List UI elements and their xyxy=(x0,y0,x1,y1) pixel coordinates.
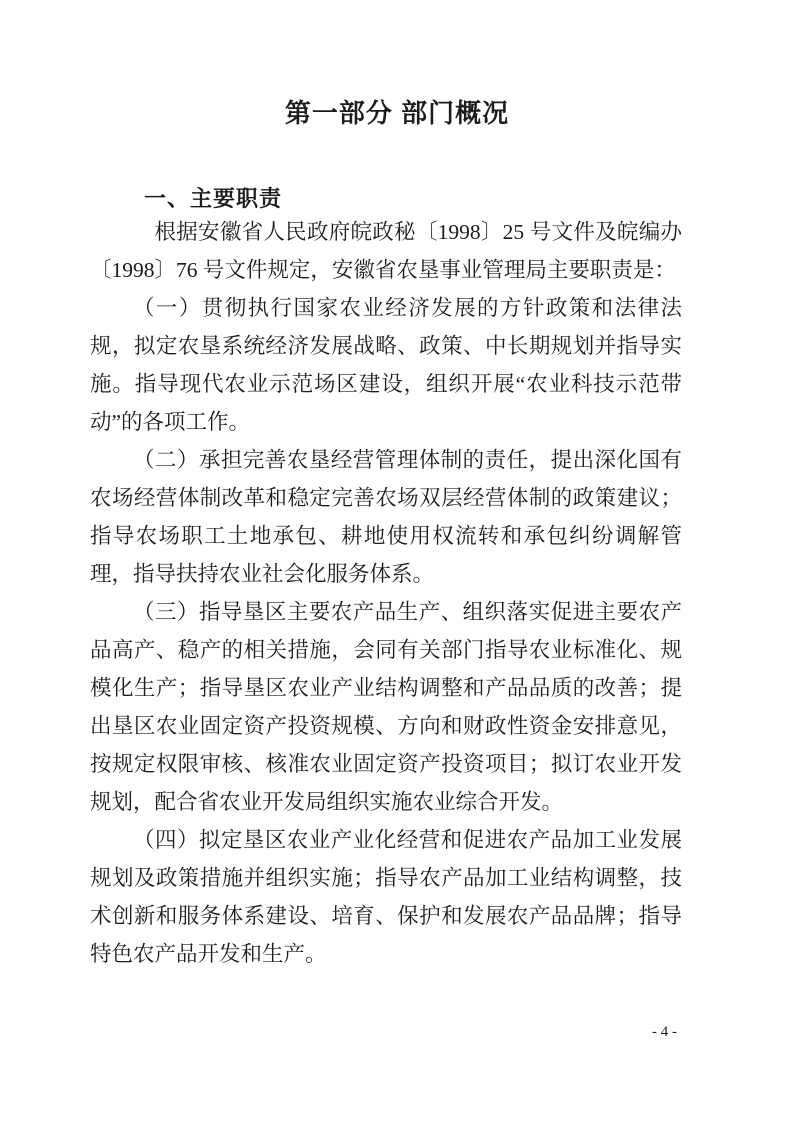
paragraph-duty-1: （一）贯彻执行国家农业经济发展的方针政策和法律法规，拟定农垦系统经济发展战略、政策、中长期规划并指导实施。指导现代农业示范场区建设，组织开展“农业科技示范带动”的各项工作。 xyxy=(90,296,682,434)
section-heading: 一、主要职责 xyxy=(144,186,283,211)
paragraph-duty-4: （四）拟定垦区农业产业化经营和促进农产品加工业发展规划及政策措施并组织实施；指导农产品加工业结构调整，技术创新和服务体系建设、培育、保护和发展农产品品牌；指导特色农产品开发和生产。 xyxy=(90,828,682,966)
document-title: 第一部分 部门概况 xyxy=(284,98,510,128)
page-number: - 4 - xyxy=(652,1024,677,1040)
paragraph-duty-3: （三）指导垦区主要农产品生产、组织落实促进主要农产品高产、稳产的相关措施，会同有关部门指导农业标准化、规模化生产；指导垦区农业产业结构调整和产品品质的改善；提出垦区农业固定资产投资规模、方向和财政性资金安排意见，按规定权限审核、核准农业固定资产投资项目；拟订农业开发规划，配合省农业开发局组织实施农业综合开发。 xyxy=(90,600,682,814)
document-body xyxy=(90,213,682,973)
paragraph-duty-2: （二）承担完善农垦经营管理体制的责任，提出深化国有农场经营体制改革和稳定完善农场双层经营体制的政策建议；指导农场职工土地承包、耕地使用权流转和承包纠纷调解管理，指导扶持农业社会化服务体系。 xyxy=(90,448,682,586)
paragraph-intro: 根据安徽省人民政府皖政秘〔1998〕25 号文件及皖编办〔1998〕76 号文件规定，安徽省农垦事业管理局主要职责是： xyxy=(90,220,682,282)
